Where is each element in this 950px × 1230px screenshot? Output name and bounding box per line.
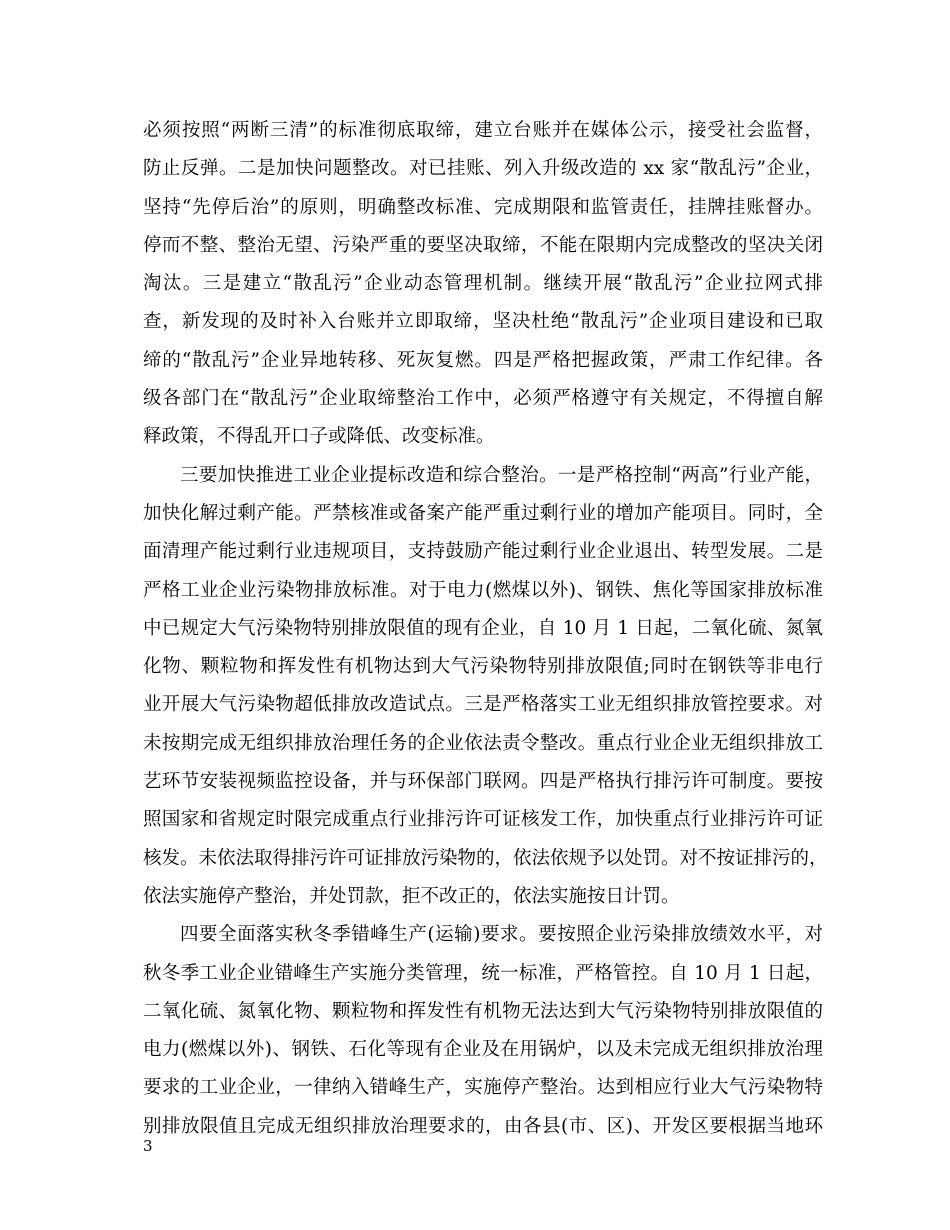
- text-line: 面清理产能过剩行业违规项目，支持鼓励产能过剩行业企业退出、转型发展。二是: [143, 541, 823, 563]
- text-line: 坚持“先停后治”的原则，明确整改标准、完成期限和监管责任，挂牌挂账督办。: [143, 196, 823, 218]
- text-line: 严格工业企业污染物排放标准。对于电力(燃煤以外)、钢铁、焦化等国家排放标准: [143, 579, 823, 601]
- text-line: 照国家和省规定时限完成重点行业排污许可证核发工作，加快重点行业排污许可证: [143, 809, 823, 831]
- text-line: 查，新发现的及时补入台账并立即取缔，坚决杜绝“散乱污”企业项目建设和已取: [143, 311, 823, 333]
- text-line: 化物、颗粒物和挥发性有机物达到大气污染物特别排放限值;同时在钢铁等非电行: [143, 656, 823, 678]
- text-line: 停而不整、整治无望、污染严重的要坚决取缔，不能在限期内完成整改的坚决关闭: [143, 234, 823, 256]
- text-line: 核发。未依法取得排污许可证排放污染物的，依法依规予以处罚。对不按证排污的，: [143, 847, 828, 869]
- text-line: 别排放限值且完成无组织排放治理要求的，由各县(市、区)、开发区要根据当地环: [143, 1115, 823, 1137]
- text-line: 加快化解过剩产能。严禁核准或备案产能严重过剩行业的增加产能项目。同时，全: [143, 502, 823, 524]
- text-line: 淘汰。三是建立“散乱污”企业动态管理机制。继续开展“散乱污”企业拉网式排: [143, 273, 823, 295]
- text-line: 级各部门在“散乱污”企业取缔整治工作中，必须严格遵守有关规定，不得擅自解: [143, 388, 823, 410]
- body-text: [143, 112, 828, 1146]
- text-line: 业开展大气污染物超低排放改造试点。三是严格落实工业无组织排放管控要求。对: [143, 694, 823, 716]
- text-line: 依法实施停产整治，并处罚款，拒不改正的，依法实施按日计罚。: [143, 885, 680, 907]
- text-line: 未按期完成无组织排放治理任务的企业依法责令整改。重点行业企业无组织排放工: [143, 732, 823, 754]
- text-line: 缔的“散乱污”企业异地转移、死灰复燃。四是严格把握政策，严肃工作纪律。各: [143, 349, 823, 371]
- text-line: 防止反弹。二是加快问题整改。对已挂账、列入升级改造的 xx 家“散乱污”企业，: [143, 158, 823, 180]
- text-line: 艺环节安装视频监控设备，并与环保部门联网。四是严格执行排污许可制度。要按: [143, 771, 823, 793]
- text-line: 中已规定大气污染物特别排放限值的现有企业，自 10 月 1 日起，二氧化硫、氮氧: [143, 617, 823, 639]
- text-line: 二氧化硫、氮氧化物、颗粒物和挥发性有机物无法达到大气污染物特别排放限值的: [143, 1000, 823, 1022]
- text-line: 释政策，不得乱开口子或降低、改变标准。: [143, 426, 495, 448]
- text-line: 秋冬季工业企业错峰生产实施分类管理，统一标准，严格管控。自 10 月 1 日起，: [143, 962, 823, 984]
- text-line: 要求的工业企业，一律纳入错峰生产，实施停产整治。达到相应行业大气污染物特: [143, 1077, 823, 1099]
- paragraph-start-line: 三要加快推进工业企业提标改造和综合整治。一是严格控制“两高”行业产能，: [180, 464, 823, 486]
- text-line: 必须按照“两断三清”的标准彻底取缔，建立台账并在媒体公示，接受社会监督，: [143, 120, 823, 141]
- text-line: 电力(燃煤以外)、钢铁、石化等现有企业及在用锅炉，以及未完成无组织排放治理: [143, 1039, 823, 1061]
- paragraph-start-line: 四要全面落实秋冬季错峰生产(运输)要求。要按照企业污染排放绩效水平，对: [180, 924, 823, 946]
- page-number: 3: [143, 1137, 153, 1155]
